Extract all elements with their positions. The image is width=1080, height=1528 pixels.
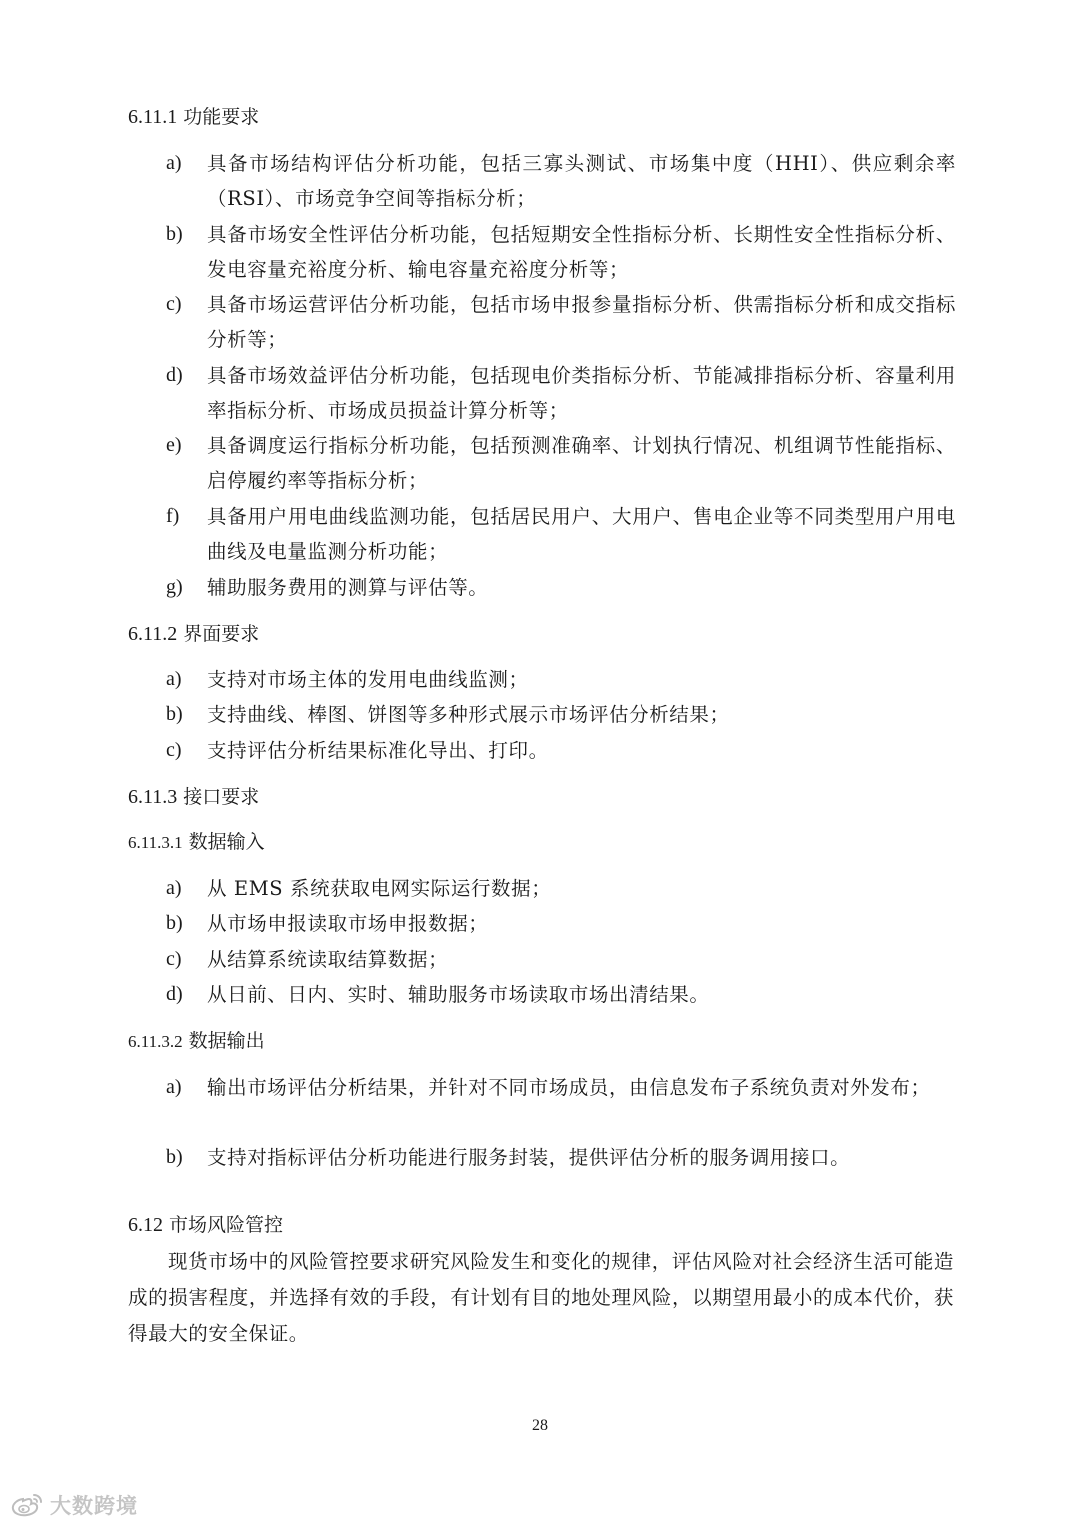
list-item [166,906,956,941]
list-item [166,977,956,1012]
list-text: 具备市场结构评估分析功能，包括三寡头测试、市场集中度（HHI）、供应剩余率（RSI）、市场竞争空间等指标分析； [207,152,956,210]
heading-6-12 [128,1210,283,1239]
heading-title: 界面要求 [183,623,260,645]
list-item [166,570,956,605]
list-text: 具备市场安全性评估分析功能，包括短期安全性指标分析、长期性安全性指标分析、发电容量充裕度分析、输电容量充裕度分析等； [207,223,956,281]
list-item [166,428,956,498]
heading-number: 6.11.2 [128,623,178,645]
list-item [166,1070,956,1105]
list-item [166,499,956,569]
list-text: 支持评估分析结果标准化导出、打印。 [207,739,549,762]
list-label: c) [166,293,182,315]
list-text: 从结算系统读取结算数据； [207,948,449,971]
list-text: 具备市场运营评估分析功能，包括市场申报参量指标分析、供需指标分析和成交指标分析等； [207,293,956,351]
list-label: c) [166,948,182,970]
list-text: 从 EMS 系统获取电网实际运行数据； [207,877,552,900]
watermark-text: 大数跨境 [50,1494,138,1518]
list-text: 从市场申报读取市场申报数据； [207,912,489,935]
list-label: g) [166,576,183,598]
heading-number: 6.11.1 [128,106,178,128]
list-item [166,697,956,732]
watermark [10,1490,138,1520]
heading-title: 数据输出 [188,1030,265,1052]
list-text: 辅助服务费用的测算与评估等。 [207,576,489,599]
heading-6-11-3-2 [128,1028,265,1055]
list-label: a) [166,877,182,899]
list-item [166,662,956,697]
heading-title: 功能要求 [183,106,260,128]
list-text: 从日前、日内、实时、辅助服务市场读取市场出清结果。 [207,983,710,1006]
list-label: f) [166,505,180,527]
list-text: 支持曲线、棒图、饼图等多种形式展示市场评估分析结果； [207,703,730,726]
list-label: b) [166,703,183,725]
body-paragraph: 现货市场中的风险管控要求研究风险发生和变化的规律，评估风险对社会经济生活可能造成的损害程度，并选择有效的手段，有计划有目的地处理风险，以期望用最小的成本代价，获得最大的安全保证。 [128,1250,954,1345]
list-item [166,146,956,216]
list-label: b) [166,912,183,934]
heading-6-11-1 [128,102,259,131]
heading-6-11-3-1 [128,829,265,856]
list-text: 支持对市场主体的发用电曲线监测； [207,668,529,691]
list-text: 具备调度运行指标分析功能，包括预测准确率、计划执行情况、机组调节性能指标、启停履约率等指标分析； [207,434,956,492]
page-number: 28 [532,1417,548,1434]
heading-title: 市场风险管控 [169,1214,284,1236]
list-item [166,217,956,287]
list-text: 具备用户用电曲线监测功能，包括居民用户、大用户、售电企业等不同类型用户用电曲线及电量监测分析功能； [207,505,956,563]
list-text: 具备市场效益评估分析功能，包括现电价类指标分析、节能减排指标分析、容量利用率指标分析、市场成员损益计算分析等； [207,364,956,422]
list-item [166,871,956,906]
list-label: c) [166,739,182,761]
heading-number: 6.12 [128,1214,163,1236]
list-label: a) [166,1076,182,1098]
list-label: e) [166,434,182,456]
list-text: 支持对指标评估分析功能进行服务封装，提供评估分析的服务调用接口。 [207,1146,851,1169]
list-item [166,287,956,357]
heading-6-11-3 [128,782,259,811]
list-label: b) [166,1146,183,1168]
heading-number: 6.11.3.1 [128,833,183,852]
list-label: d) [166,983,183,1005]
list-label: a) [166,668,182,690]
list-label: b) [166,223,183,245]
list-label: a) [166,152,182,174]
list-item [166,1140,956,1175]
list-item [166,942,956,977]
heading-6-11-2 [128,619,259,648]
list-item [166,358,956,428]
heading-number: 6.11.3.2 [128,1032,183,1051]
list-label: d) [166,364,183,386]
weibo-logo-icon [10,1491,44,1519]
heading-title: 数据输入 [188,831,265,853]
heading-title: 接口要求 [183,786,260,808]
list-item [166,733,956,768]
list-text: 输出市场评估分析结果，并针对不同市场成员，由信息发布子系统负责对外发布； [207,1076,931,1099]
heading-number: 6.11.3 [128,786,178,808]
